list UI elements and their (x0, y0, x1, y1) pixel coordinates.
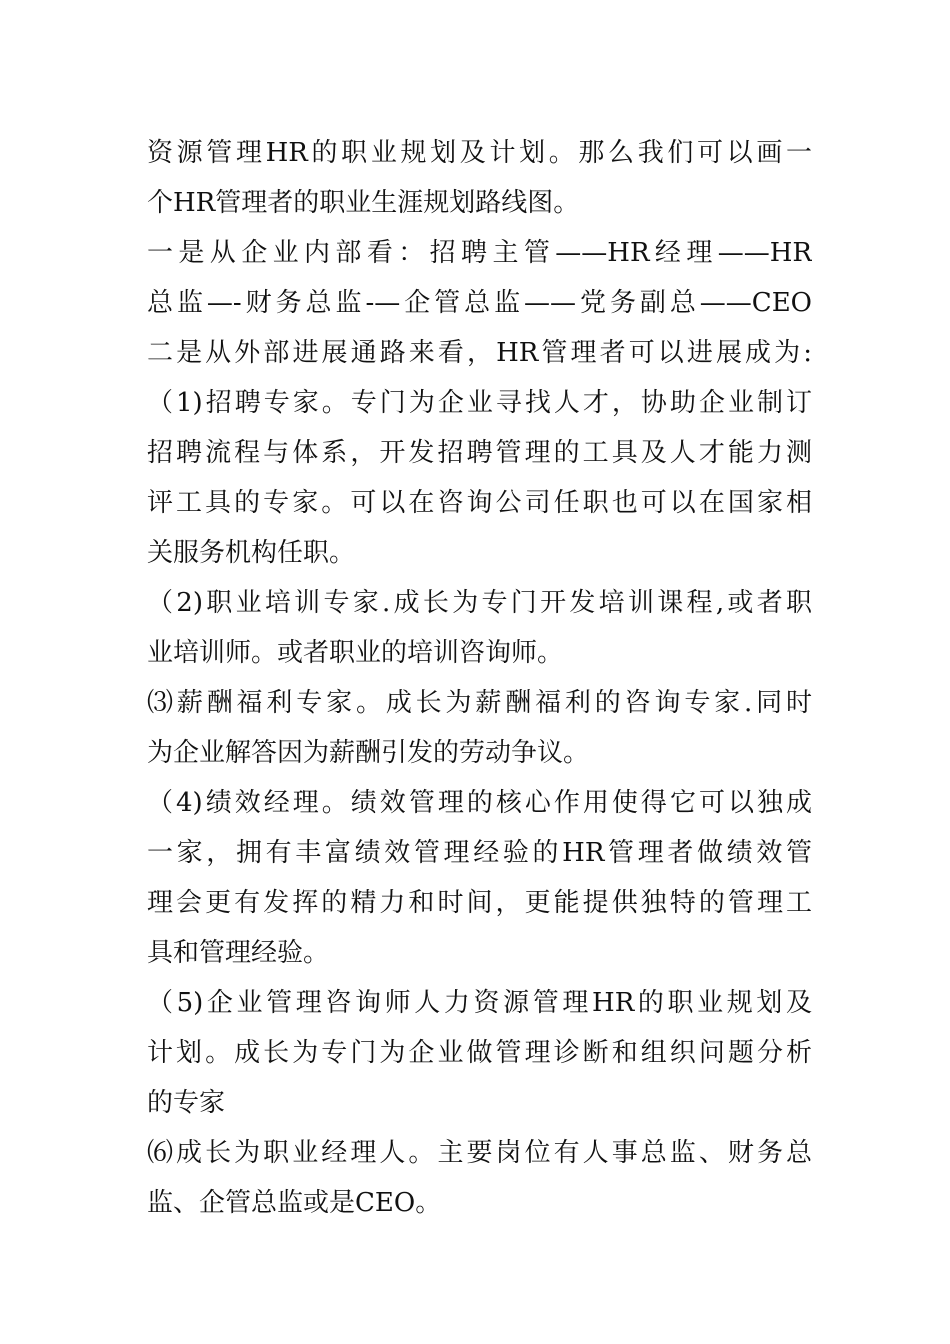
text-line-14: （4)绩效经理。绩效管理的核心作用使得它可以独成 (147, 788, 812, 818)
text-line-10: （2)职业培训专家.成长为专门开发培训课程,或者职 (147, 588, 812, 618)
text-line-16: 理会更有发挥的精力和时间，更能提供独特的管理工 (147, 888, 812, 918)
text-line-20: 的专家 (147, 1088, 226, 1118)
text-line-15: 一家，拥有丰富绩效管理经验的HR管理者做绩效管 (147, 838, 812, 868)
text-line-3: 一是从企业内部看：招聘主管——HR经理——HR (147, 238, 812, 268)
text-line-2: 个HR管理者的职业生涯规划路线图。 (147, 188, 580, 218)
text-line-18: （5)企业管理咨询师人力资源管理HR的职业规划及 (147, 988, 812, 1018)
text-line-6: （1)招聘专家。专门为企业寻找人才，协助企业制订 (147, 388, 812, 418)
text-line-9: 关服务机构任职。 (147, 538, 356, 568)
text-line-11: 业培训师。或者职业的培训咨询师。 (147, 638, 564, 668)
text-line-4: 总监—-财务总监-—企管总监——党务副总——CEO (147, 288, 812, 318)
text-line-8: 评工具的专家。可以在咨询公司任职也可以在国家相 (147, 488, 812, 518)
text-line-12: ⑶薪酬福利专家。成长为薪酬福利的咨询专家.同时 (147, 688, 812, 718)
text-line-21: ⑹成长为职业经理人。主要岗位有人事总监、财务总 (147, 1138, 812, 1168)
text-line-22: 监、企管总监或是CEO。 (147, 1188, 442, 1218)
text-line-7: 招聘流程与体系，开发招聘管理的工具及人才能力测 (147, 438, 812, 468)
text-line-1: 资源管理HR的职业规划及计划。那么我们可以画一 (147, 138, 812, 168)
text-line-5: 二是从外部进展通路来看，HR管理者可以进展成为: (147, 338, 812, 368)
text-line-13: 为企业解答因为薪酬引发的劳动争议。 (147, 738, 590, 768)
body-text (147, 128, 812, 1228)
text-line-19: 计划。成长为专门为企业做管理诊断和组织问题分析 (147, 1038, 812, 1068)
text-line-17: 具和管理经验。 (147, 938, 330, 968)
